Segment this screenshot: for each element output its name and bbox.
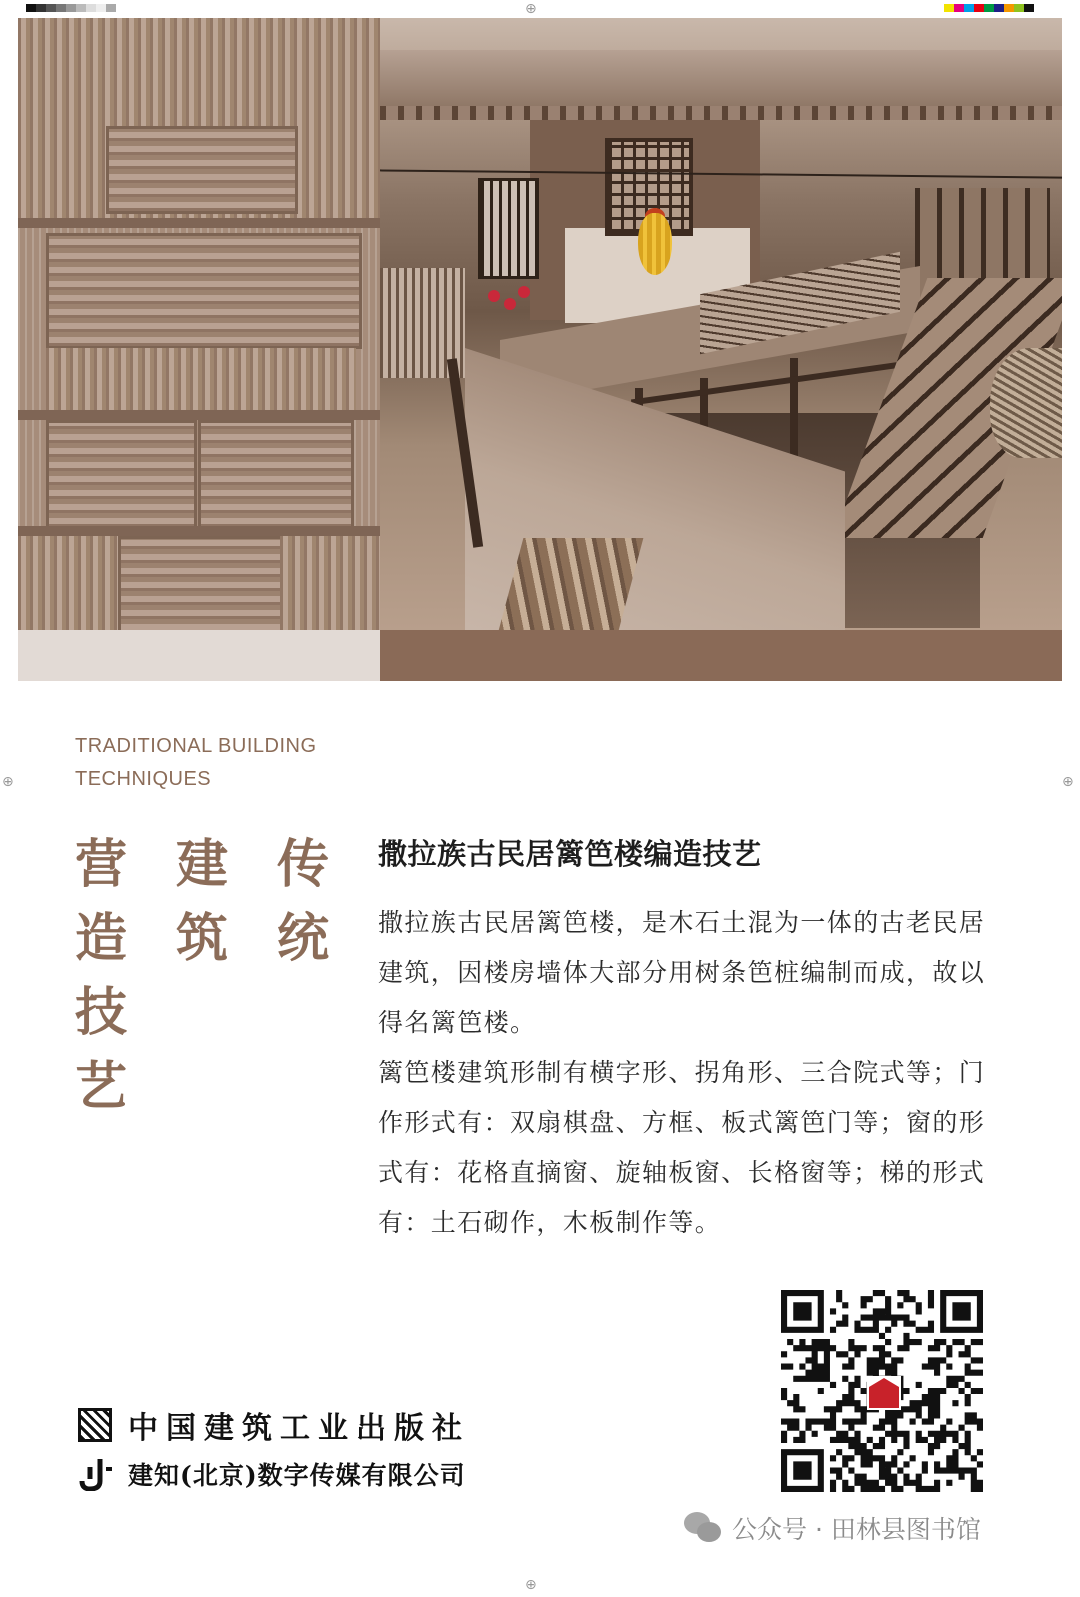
publisher-primary-name: 中国建筑工业出版社 [128,1411,470,1446]
color-calibration-bar [944,4,1034,12]
registration-mark-left: ⊕ [2,774,14,790]
hero-images [18,18,1062,681]
registration-mark-right: ⊕ [1062,774,1074,790]
grayscale-calibration-bar [26,4,116,12]
title-char: 艺 [75,1056,128,1117]
woven-wall-texture-image [18,18,380,630]
registration-mark-bottom: ⊕ [525,1577,537,1593]
title-char: 筑 [176,908,229,969]
english-subtitle-line1: TRADITIONAL BUILDING [75,735,317,757]
vertical-title-col-3 [75,828,127,1124]
english-subtitle [75,730,317,796]
publisher-primary [78,1403,470,1447]
house-courtyard-photo [380,18,1062,630]
article-heading: 撒拉族古民居篱笆楼编造技艺 [378,837,762,871]
article-paragraph: 篱笆楼建筑形制有横字形、拐角形、三合院式等；门作形式有：双扇棋盘、方框、板式篱笆门等；窗的形式有：花格直摘窗、旋轴板窗、长格窗等；梯的形式有：土石砌作，木板制作等。 [378,1058,986,1237]
publisher-logo-icon [78,1408,112,1442]
title-char: 传 [277,834,330,895]
watermark-text: 公众号 · 田林县图书馆 [732,1515,981,1544]
qr-code[interactable] [781,1290,983,1492]
publisher-secondary [78,1456,466,1492]
title-char: 营 [75,834,128,895]
vertical-title-col-2 [176,828,228,976]
article-body [378,898,988,1248]
vertical-title-col-1 [277,828,329,976]
registration-mark-top: ⊕ [525,1,537,17]
wechat-watermark [684,1510,981,1546]
jianzhi-logo-icon [78,1457,112,1491]
title-char: 建 [176,834,229,895]
title-char: 统 [277,908,330,969]
publisher-logo-icon [867,1376,901,1410]
title-char: 技 [75,982,128,1043]
english-subtitle-line2: TECHNIQUES [75,768,212,790]
publisher-secondary-name: 建知(北京)数字传媒有限公司 [128,1461,466,1490]
pale-band [18,630,380,681]
brown-accent-bar [380,630,1062,681]
article-paragraph: 撒拉族古民居篱笆楼，是木石土混为一体的古老民居建筑，因楼房墙体大部分用树条笆桩编制而成，故以得名篱笆楼。 [378,908,986,1037]
wechat-icon [684,1512,722,1544]
title-char: 造 [75,908,128,969]
